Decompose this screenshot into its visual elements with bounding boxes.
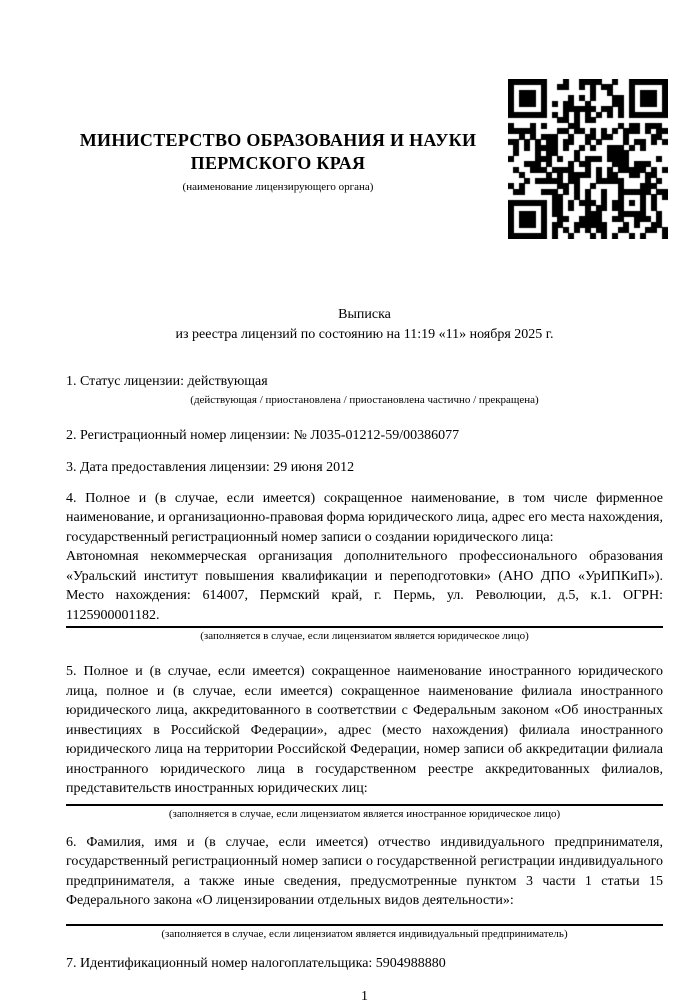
foreign-entity-label: 5. Полное и (в случае, если имеется) сокращенное наименование иностранного юридического лица, полное и (в случае, если имеется) сокращенное наименование филиала иностранного юридического лица, аккредитованного в соответствии с Федеральным законом «Об иностранных инвестициях в Российской Федерации», адрес (место нахождения) филиала иностранного юридического лица на территории Российской Федерации, номер записи об аккредитации филиала иностранного юридического лица в государственном реестре аккредитованных филиалов, представительств иностранных юридических лиц:: [66, 664, 663, 796]
ministry-name-line2: ПЕРМСКОГО КРАЯ: [190, 153, 366, 173]
license-registration-number: 2. Регистрационный номер лицензии: № Л035-01212-59/00386077: [66, 427, 460, 443]
individual-entrepreneur-label: 6. Фамилия, имя и (в случае, если имеется) отчество индивидуального предпринимателя, государственный регистрационный номер записи о государственной регистрации индивидуального предпринимателя, а также иные сведения, предусмотренные пунктом 3 части 1 статьи 15 Федерального закона «О лицензировании отдельных видов деятельности»:: [66, 834, 663, 908]
legal-entity-value: Автономная некоммерческая организация дополнительного профессионального образования «Уральский институт повышения квалификации и переподготовки» (АНО ДПО «УрИПКиП»). Место нахождения: 614007, Пермский край, г. Пермь, ул. Революции, д.5, к.1. ОГРН: 1125900001182.: [66, 549, 663, 623]
legal-entity-fill-line: [66, 626, 663, 628]
licensing-authority-header: [66, 129, 490, 194]
document-body: [66, 305, 663, 1007]
document-subtitle: из реестра лицензий по состоянию на 11:19 «11» ноября 2025 г.: [175, 326, 554, 342]
taxpayer-id: 7. Идентификационный номер налогоплательщика: 5904988880: [66, 955, 446, 971]
individual-entrepreneur-note: (заполняется в случае, если лицензиатом является индивидуальный предприниматель): [161, 927, 568, 940]
page-number: 1: [361, 989, 368, 1004]
ministry-name-line1: МИНИСТЕРСТВО ОБРАЗОВАНИЯ И НАУКИ: [79, 130, 477, 150]
document-title: Выписка: [338, 307, 391, 322]
foreign-entity-note: (заполняется в случае, если лицензиатом является иностранное юридическое лицо): [168, 807, 561, 820]
legal-entity-label: 4. Полное и (в случае, если имеется) сокращенное наименование, в том числе фирменное наименование, и организационно-правовая форма юридического лица, адрес его места нахождения, государственный регистрационный номер записи о создании юридического лица:: [66, 490, 663, 545]
license-status: 1. Статус лицензии: действующая: [66, 374, 268, 389]
qr-code-icon: [508, 79, 668, 239]
ministry-caption: (наименование лицензирующего органа): [182, 181, 374, 193]
license-grant-date: 3. Дата предоставления лицензии: 29 июня 2012: [66, 460, 355, 475]
individual-entrepreneur-fill-line: [66, 924, 663, 926]
foreign-entity-fill-line: [66, 804, 663, 806]
license-status-note: (действующая / приостановлена / приостановлена частично / прекращена): [190, 393, 539, 406]
legal-entity-note: (заполняется в случае, если лицензиатом является юридическое лицо): [200, 630, 529, 642]
